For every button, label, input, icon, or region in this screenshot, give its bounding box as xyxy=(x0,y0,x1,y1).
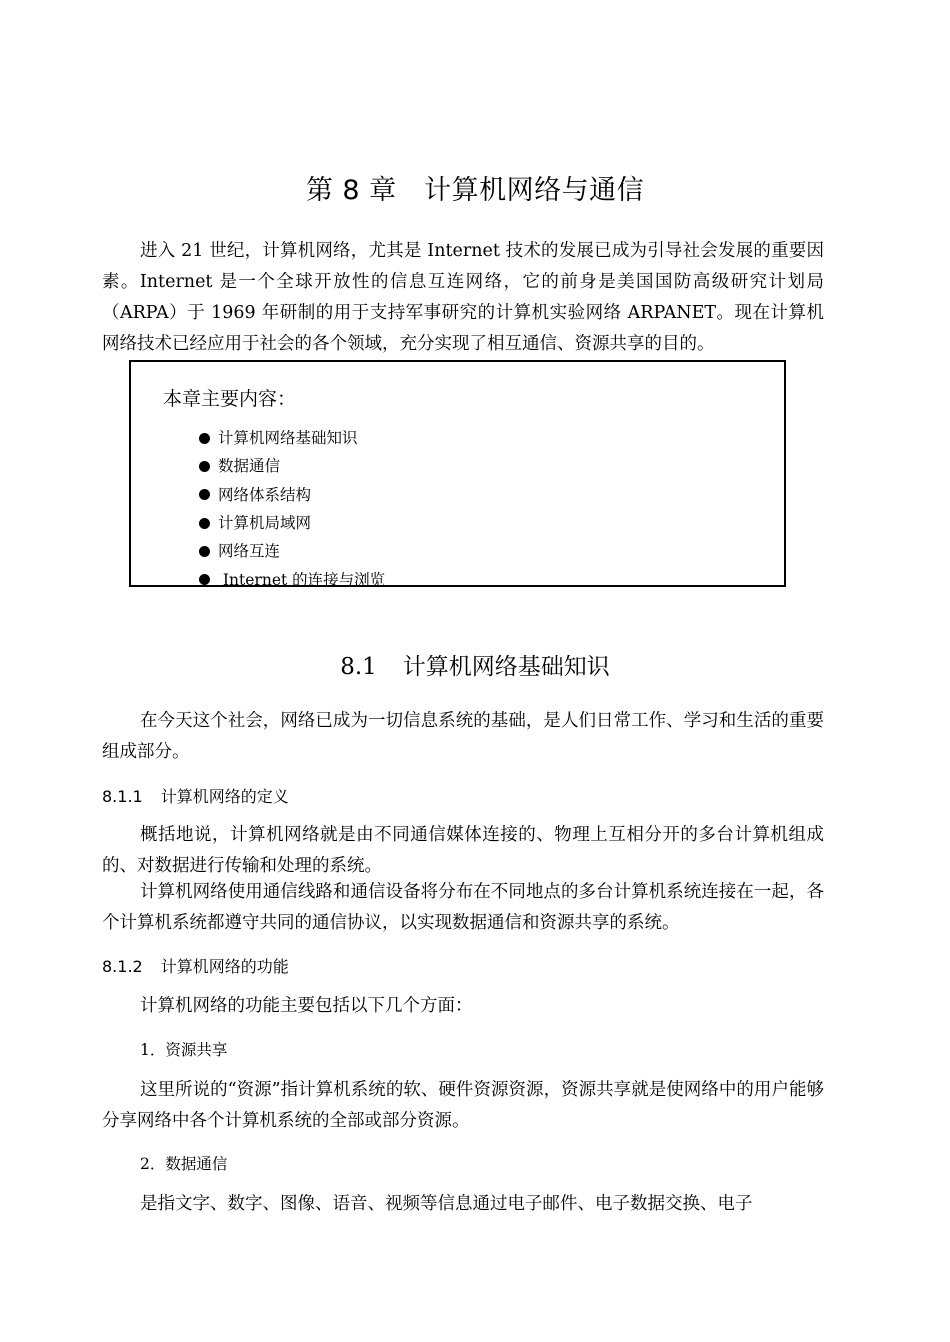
definition-paragraph-2: 计算机网络使用通信线路和通信设备将分布在不同地点的多台计算机系统连接在一起，各个计算机系统都遵守共同的通信协议，以实现数据通信和资源共享的系统。 xyxy=(102,882,824,933)
summary-list xyxy=(199,424,385,594)
summary-item: 网络体系结构 xyxy=(199,481,385,509)
bullet-icon xyxy=(199,489,210,500)
summary-item: 计算机网络基础知识 xyxy=(199,424,385,452)
item-resource-sharing-title: 1．资源共享 xyxy=(140,1041,228,1059)
resource-sharing-paragraph: 这里所说的“资源”指计算机系统的软、硬件资源资源，资源共享就是使网络中的用户能够分享网络中各个计算机系统的全部或部分资源。 xyxy=(102,1080,824,1131)
subsection-heading: 计算机网络的功能 xyxy=(160,957,289,976)
summary-item: 数据通信 xyxy=(199,452,385,480)
function-intro-paragraph: 计算机网络的功能主要包括以下几个方面： xyxy=(140,996,473,1016)
summary-item: 网络互连 xyxy=(199,537,385,565)
subsection-heading: 计算机网络的定义 xyxy=(160,787,289,806)
chapter-title: 第 8 章 计算机网络与通信 xyxy=(305,175,645,206)
chapter-summary-box xyxy=(129,360,786,587)
subsection-8-1-2-title xyxy=(102,954,289,977)
subsection-number: 8.1.2 xyxy=(102,957,143,976)
bullet-icon xyxy=(199,518,210,529)
intro-paragraph: 进入 21 世纪，计算机网络，尤其是 Internet 技术的发展已成为引导社会发展的重要因素。Internet 是一个全球开放性的信息互连网络，它的前身是美国国防高级研究计划局（ARPA）于 1969 年研制的用于支持军事研究的计算机实验网络 ARPANET。现在计算机网络技术已经应用于社会的各个领域，充分实现了相互通信、资源共享的目的。 xyxy=(102,241,824,354)
item-data-communication-title: 2．数据通信 xyxy=(140,1155,228,1173)
bullet-icon xyxy=(199,574,210,585)
section-8-1-paragraph: 在今天这个社会，网络已成为一切信息系统的基础，是人们日常工作、学习和生活的重要组成部分。 xyxy=(102,711,824,762)
section-number: 8.1 xyxy=(340,654,377,680)
definition-paragraph-1: 概括地说，计算机网络就是由不同通信媒体连接的、物理上互相分开的多台计算机组成的、对数据进行传输和处理的系统。 xyxy=(102,825,824,876)
subsection-8-1-1-title xyxy=(102,784,289,807)
subsection-number: 8.1.1 xyxy=(102,787,143,806)
summary-item: 计算机局域网 xyxy=(199,509,385,537)
summary-heading: 本章主要内容： xyxy=(163,388,297,410)
bullet-icon xyxy=(199,546,210,557)
section-8-1-title xyxy=(0,648,950,681)
data-communication-paragraph: 是指文字、数字、图像、语音、视频等信息通过电子邮件、电子数据交换、电子 xyxy=(140,1194,753,1214)
bullet-icon xyxy=(199,461,210,472)
summary-item: Internet 的连接与浏览 xyxy=(199,565,385,593)
bullet-icon xyxy=(199,433,210,444)
section-heading: 计算机网络基础知识 xyxy=(402,654,610,680)
